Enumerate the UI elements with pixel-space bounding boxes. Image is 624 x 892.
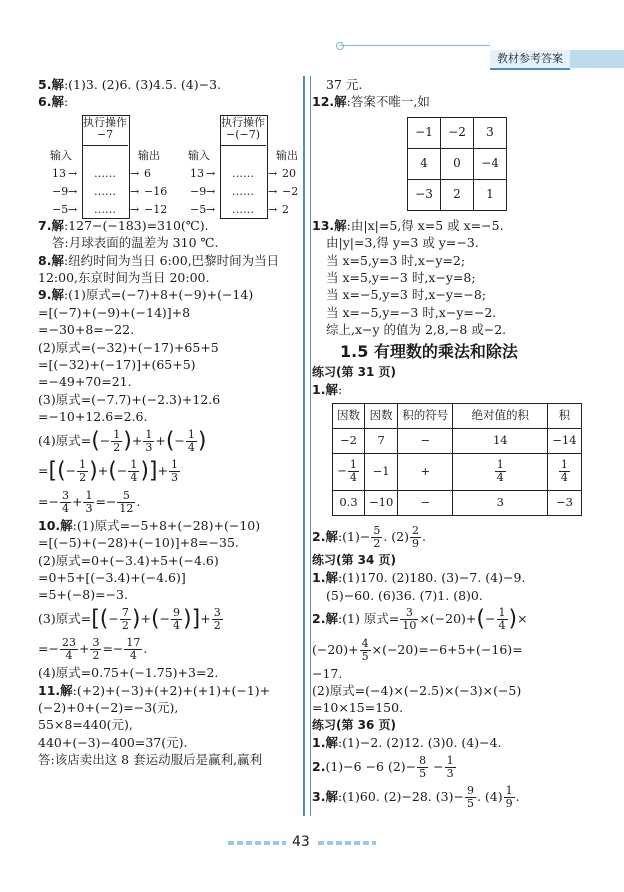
q9: 9.解:(1)原式=(−7)+8+(−9)+(−14) bbox=[38, 287, 254, 303]
diagram1-output-label: 输出 bbox=[138, 148, 160, 162]
q13-line: 由|y|=3,得 y=3 或 y=−3. bbox=[326, 235, 479, 251]
diagram1-dots: …… bbox=[94, 202, 116, 216]
arrow-icon: → bbox=[206, 184, 216, 198]
q11-line: (−2)+0+(−2)=−3(元), bbox=[38, 700, 179, 716]
table-cell: −10 bbox=[365, 490, 398, 515]
q5: 5.解:(1)3. (2)6. (3)4.5. (4)−3. bbox=[38, 77, 222, 92]
q9-line: =[(−32)+(−17)]+(65+5) bbox=[38, 357, 196, 373]
diagram2-input-label: 输入 bbox=[188, 148, 210, 162]
right-column bbox=[312, 76, 602, 812]
diagram1-dots: …… bbox=[94, 166, 116, 180]
ex34-q2-line3: −17. bbox=[312, 665, 343, 681]
diagram2-dots: …… bbox=[232, 184, 254, 198]
operation-diagrams bbox=[38, 113, 300, 216]
exercise-title-p34: 练习(第 34 页) bbox=[312, 552, 397, 567]
grid-cell: 1 bbox=[474, 179, 507, 210]
arrow-icon: → bbox=[268, 184, 278, 198]
q13-line: 当 x=5,y=−3 时,x−y=8; bbox=[326, 270, 476, 286]
arrow-icon: → bbox=[206, 166, 216, 180]
diagram1-header: 执行操作 −7 bbox=[82, 117, 128, 146]
q10: 10.解:(1)原式=−5+8+(−28)+(−10) bbox=[38, 517, 261, 533]
grid-cell: −4 bbox=[474, 148, 507, 179]
diagram2-input: 13 bbox=[190, 166, 204, 180]
arrow-icon: → bbox=[130, 184, 140, 198]
arrow-icon: → bbox=[130, 166, 140, 180]
q11-line: 55×8=440(元), bbox=[38, 717, 133, 733]
diagram2-output-label: 输出 bbox=[276, 148, 298, 162]
q9-line: =−49+70=21. bbox=[38, 374, 132, 390]
diagram1-output: 6 bbox=[144, 166, 151, 180]
table-cell: $\frac{1}{4}$ bbox=[548, 453, 581, 490]
exercise-title-p36: 练习(第 36 页) bbox=[312, 717, 397, 732]
table-cell: 7 bbox=[365, 428, 398, 453]
ex34-q1-line2: (5)−60. (6)36. (7)1. (8)0. bbox=[326, 587, 483, 603]
grid-cell: 0 bbox=[441, 148, 474, 179]
table-cell: −3 bbox=[548, 490, 581, 515]
q11-continued: 37 元. bbox=[326, 77, 363, 92]
diagram2-output: 20 bbox=[282, 166, 296, 180]
section-title: 1.5 有理数的乘法和除法 bbox=[340, 341, 518, 361]
table-cell: −14 bbox=[548, 428, 581, 453]
q13-line: 综上,x−y 的值为 2,8,−8 或−2. bbox=[326, 322, 507, 338]
q6: 6.解: bbox=[38, 94, 69, 110]
q13: 13.解:由|x|=5,得 x=5 或 x=−5. bbox=[312, 217, 504, 233]
diagram1-dots: …… bbox=[94, 184, 116, 198]
q10-line: (4)原式=0.75+(−1.75)+3=2. bbox=[38, 665, 219, 681]
grid-cell: 3 bbox=[474, 117, 507, 148]
diagram2-dots: …… bbox=[232, 166, 254, 180]
ex34-q2-line5: =10×15=150. bbox=[312, 700, 404, 716]
q11-line: 440+(−3)−400=37(元). bbox=[38, 734, 188, 750]
grid-cell: −2 bbox=[441, 117, 474, 148]
q11: 11.解:(+2)+(−3)+(+2)+(+1)+(−1)+ bbox=[38, 682, 271, 698]
diagram1-output: −16 bbox=[144, 184, 168, 198]
magic-square bbox=[407, 117, 507, 211]
product-table bbox=[332, 403, 582, 516]
q10-part3-line2: =− $\frac{23}{4}$ + $\frac{3}{2}$ =− $\frac{17}{4}$ . bbox=[38, 636, 148, 663]
q7: 7.解:127−(−183)=310(℃). bbox=[38, 217, 209, 233]
q12: 12.解:答案不唯一,如 bbox=[312, 94, 430, 110]
diagram2-output: 2 bbox=[282, 202, 289, 216]
diagram2-dots: …… bbox=[232, 202, 254, 216]
q9-line: =−10+12.6=2.6. bbox=[38, 409, 148, 425]
q7-answer: 答:月球表面的温差为 310 ℃. bbox=[52, 235, 219, 251]
table-header: 因数 bbox=[333, 403, 365, 428]
q8-line2: 12:00,东京时间为当日 20:00. bbox=[38, 270, 210, 286]
header-rule bbox=[340, 45, 490, 46]
ex36-q1: 1.解:(1)−2. (2)12. (3)0. (4)−4. bbox=[312, 735, 502, 751]
arrow-icon: → bbox=[68, 166, 78, 180]
q9-part4-line1: (4)原式=(− $\frac{1}{2}$ )+ $\frac{1}{3}$ +(− $\frac{1}{4}$ ) bbox=[38, 427, 207, 454]
grid-cell: −3 bbox=[408, 179, 441, 210]
table-cell: 3 bbox=[453, 490, 548, 515]
q10-line: =0+5+[(−3.4)+(−4.6)] bbox=[38, 569, 186, 585]
ex31-q2: 2.解:(1)− $\frac{5}{2}$ . (2) $\frac{2}{9}$ . bbox=[312, 523, 426, 550]
header-title: 教材参考答案 bbox=[490, 50, 570, 70]
ex34-q1: 1.解:(1)170. (2)180. (3)−7. (4)−9. bbox=[312, 570, 526, 586]
arrow-icon: → bbox=[268, 202, 278, 216]
table-header: 绝对值的积 bbox=[453, 403, 548, 428]
ex34-q2-line2: (−20)+ $\frac{4}{5}$ ×(−20)=−6+5+(−16)= bbox=[312, 636, 523, 663]
table-cell: − bbox=[398, 428, 453, 453]
table-cell: − bbox=[398, 490, 453, 515]
q9-part4-line2: =[(− $\frac{1}{2}$ )+(− $\frac{1}{4}$ )]+ $\frac{1}{3}$ bbox=[38, 458, 178, 485]
arrow-icon: → bbox=[68, 184, 78, 198]
diagram1-input: −5 bbox=[52, 202, 69, 216]
q9-part4-line3: =− $\frac{3}{4}$ + $\frac{1}{3}$ =− $\frac{5}{12}$ . bbox=[38, 488, 141, 515]
diagram2-header: 执行操作 −(−7) bbox=[220, 117, 266, 146]
ex34-q2: 2.解:(1) 原式= $\frac{3}{10}$ ×(−20)+(− $\frac{1}{4}$ )× bbox=[312, 606, 528, 633]
page-ornament-right bbox=[318, 841, 376, 845]
q10-line: (2)原式=0+(−3.4)+5+(−4.6) bbox=[38, 552, 219, 568]
ex36-q3: 3.解:(1)60. (2)−28. (3)− $\frac{9}{5}$ . (4) $\frac{1}{9}$ . bbox=[312, 783, 520, 810]
page-ornament-left bbox=[228, 841, 286, 845]
left-column bbox=[38, 76, 300, 769]
page-number: 43 bbox=[292, 834, 310, 850]
table-cell: 0.3 bbox=[333, 490, 365, 515]
q13-line: 当 x=−5,y=3 时,x−y=−8; bbox=[326, 287, 487, 303]
exercise-title-p31: 练习(第 31 页) bbox=[312, 365, 397, 380]
diagram1-input: −9 bbox=[52, 184, 69, 198]
q9-line: =−30+8=−22. bbox=[38, 322, 135, 338]
diagram2-input: −5 bbox=[190, 202, 207, 216]
arrow-icon: → bbox=[130, 202, 140, 216]
table-cell: + bbox=[398, 453, 453, 490]
table-cell: −2 bbox=[333, 428, 365, 453]
arrow-icon: → bbox=[268, 166, 278, 180]
diagram1-input: 13 bbox=[52, 166, 66, 180]
arrow-icon: → bbox=[68, 202, 78, 216]
q13-line: 当 x=5,y=3 时,x−y=2; bbox=[326, 252, 466, 268]
q13-line: 当 x=−5,y=−3 时,x−y=−2. bbox=[326, 304, 497, 320]
header-bar bbox=[570, 50, 624, 68]
q10-line: =[(−5)+(−28)+(−10)]+8=−35. bbox=[38, 535, 239, 551]
q8: 8.解:纽约时间为当日 6:00,巴黎时间为当日 bbox=[38, 252, 280, 268]
table-cell: $\frac{1}{4}$ bbox=[453, 453, 548, 490]
q10-line: =5+(−8)=−3. bbox=[38, 587, 128, 603]
diagram1-output: −12 bbox=[144, 202, 168, 216]
arrow-icon: → bbox=[206, 202, 216, 216]
grid-cell: 4 bbox=[408, 148, 441, 179]
q9-line: (3)原式=(−7.7)+(−2.3)+12.6 bbox=[38, 391, 221, 407]
q9-line: (2)原式=(−32)+(−17)+65+5 bbox=[38, 339, 219, 355]
q9-line: =[(−7)+(−9)+(−14)]+8 bbox=[38, 304, 191, 320]
q10-part3-line1: (3)原式=[(− $\frac{7}{2}$ )+(− $\frac{9}{4}$ )]+ $\frac{3}{2}$ bbox=[38, 605, 221, 632]
diagram1-input-label: 输入 bbox=[50, 148, 72, 162]
column-divider bbox=[303, 76, 311, 816]
grid-cell: −1 bbox=[408, 117, 441, 148]
header-ornament-dot bbox=[336, 42, 344, 50]
grid-cell: 2 bbox=[441, 179, 474, 210]
table-cell: 14 bbox=[453, 428, 548, 453]
table-cell: −1 bbox=[365, 453, 398, 490]
q11-line: 答:该店卖出这 8 套运动服后是赢利,赢利 bbox=[38, 752, 263, 768]
table-header: 因数 bbox=[365, 403, 398, 428]
table-cell: − $\frac{1}{4}$ bbox=[333, 453, 365, 490]
table-header: 积的符号 bbox=[398, 403, 453, 428]
ex34-q2-line4: (2)原式=(−4)×(−2.5)×(−3)×(−5) bbox=[312, 683, 522, 698]
table-header: 积 bbox=[548, 403, 581, 428]
diagram2-input: −9 bbox=[190, 184, 207, 198]
ex36-q2: 2.(1)−6 −6 (2)− $\frac{8}{5}$ − $\frac{1}{3}$ bbox=[312, 753, 454, 780]
diagram2-output: −2 bbox=[282, 184, 299, 198]
ex31-q1: 1.解: bbox=[312, 382, 343, 398]
